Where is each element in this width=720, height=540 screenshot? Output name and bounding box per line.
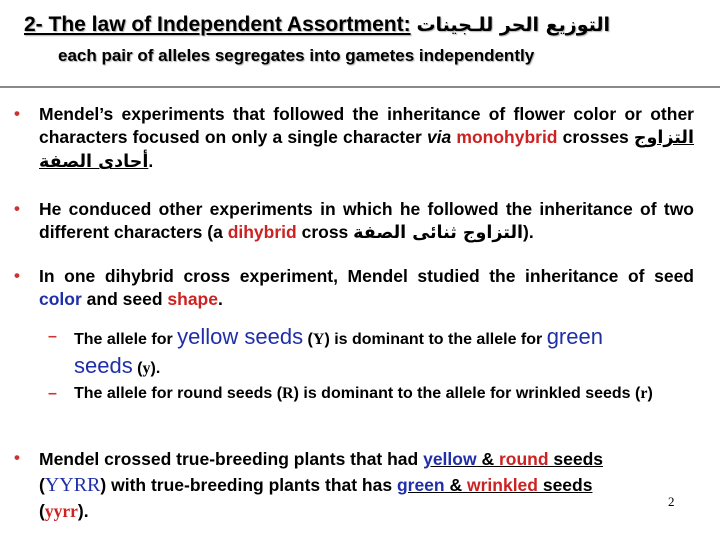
bullet-text xyxy=(39,103,694,174)
page-number: 2 xyxy=(668,494,675,509)
bullet-dihybrid-experiment xyxy=(14,265,694,311)
text-run: seeds xyxy=(548,449,604,469)
term-green: green xyxy=(546,324,603,349)
title-heading: 2- The law of Independent Assortment: xyxy=(24,13,411,36)
underlined-run xyxy=(423,449,603,469)
text-run: Mendel’s experiments that followed the inheritance of flower color or other characters focused on only a single character xyxy=(39,104,694,147)
text-run: ) xyxy=(647,385,653,402)
text-run: He conduced other experiments in which he followed the inheritance of two different characters (a xyxy=(39,199,694,242)
sub-bullet-round xyxy=(48,383,686,405)
term-dihybrid: dihybrid xyxy=(227,222,297,242)
dash-icon: – xyxy=(48,328,57,345)
text-run: Mendel crossed true-breeding plants that had xyxy=(39,449,424,469)
underlined-run xyxy=(397,475,593,495)
text-run: The allele for xyxy=(74,331,178,348)
title-arabic: التوزيع الحر للـجينات xyxy=(416,14,611,36)
text-run: ( xyxy=(303,331,313,348)
allele-y: y xyxy=(142,360,151,377)
term-monohybrid: monohybrid xyxy=(456,127,558,147)
bullet-true-breeding xyxy=(14,446,694,524)
term-wrinkled: wrinkled xyxy=(466,475,538,495)
text-run: & xyxy=(444,475,467,495)
text-run: ) with true-breeding plants that has xyxy=(100,475,397,495)
arabic-monohybrid: التزاوج أحادى الصفة xyxy=(39,128,694,172)
text-run: The allele for round seeds ( xyxy=(74,385,283,402)
term-shape: shape xyxy=(167,289,218,309)
sub-bullet-yellow xyxy=(48,324,686,382)
dash-icon: – xyxy=(48,385,57,402)
text-run: seeds xyxy=(537,475,593,495)
text-run: In one dihybrid cross experiment, Mendel studied the inheritance of seed xyxy=(39,266,694,286)
text-run: crosses xyxy=(557,127,634,147)
text-run: and seed xyxy=(81,289,168,309)
allele-Y: Y xyxy=(312,331,325,348)
bullet-dot-icon: • xyxy=(14,199,20,218)
bullet-dihybrid xyxy=(14,198,694,245)
text-run: ) is dominant to the allele for xyxy=(324,331,547,348)
bullet-dot-icon: • xyxy=(14,448,20,467)
text-run: ( xyxy=(39,501,45,521)
text-run: ). xyxy=(523,222,534,242)
term-round: round xyxy=(498,449,549,469)
text-run: ( xyxy=(132,360,143,377)
genotype-text: YYRR xyxy=(44,474,101,496)
genotype-yyrr: yyrr xyxy=(44,501,78,521)
text-run: ) is dominant to the allele for wrinkled seeds ( xyxy=(293,385,641,402)
bullet-text xyxy=(39,198,694,245)
text-run: cross xyxy=(296,222,354,242)
bullet-dot-icon: • xyxy=(14,104,20,123)
allele-r: r xyxy=(640,385,648,402)
arabic-dihybrid: التزاوج ثنائى الصفة xyxy=(353,223,524,243)
text-run: . xyxy=(217,289,223,309)
term-seeds: seeds xyxy=(74,353,133,378)
genotype-YYRR xyxy=(45,474,101,496)
bullet-text xyxy=(39,265,694,311)
allele-R: R xyxy=(282,385,294,402)
text-run: . xyxy=(148,151,154,171)
text-run: ). xyxy=(77,501,89,521)
term-yellow-seeds: yellow seeds xyxy=(177,324,304,349)
text-run: ( xyxy=(39,475,45,495)
bullet-monohybrid xyxy=(14,103,694,174)
text-run: ). xyxy=(150,360,161,377)
bullet-text xyxy=(39,446,694,524)
slide-title xyxy=(24,10,714,40)
term-yellow: yellow xyxy=(423,449,477,469)
text-via: via xyxy=(426,127,452,147)
title-divider xyxy=(0,86,720,88)
text-run: & xyxy=(476,449,499,469)
term-green: green xyxy=(396,475,445,495)
slide-subtitle: each pair of alleles segregates into gametes independently xyxy=(58,46,535,65)
term-color: color xyxy=(39,289,82,309)
bullet-dot-icon: • xyxy=(14,266,20,285)
